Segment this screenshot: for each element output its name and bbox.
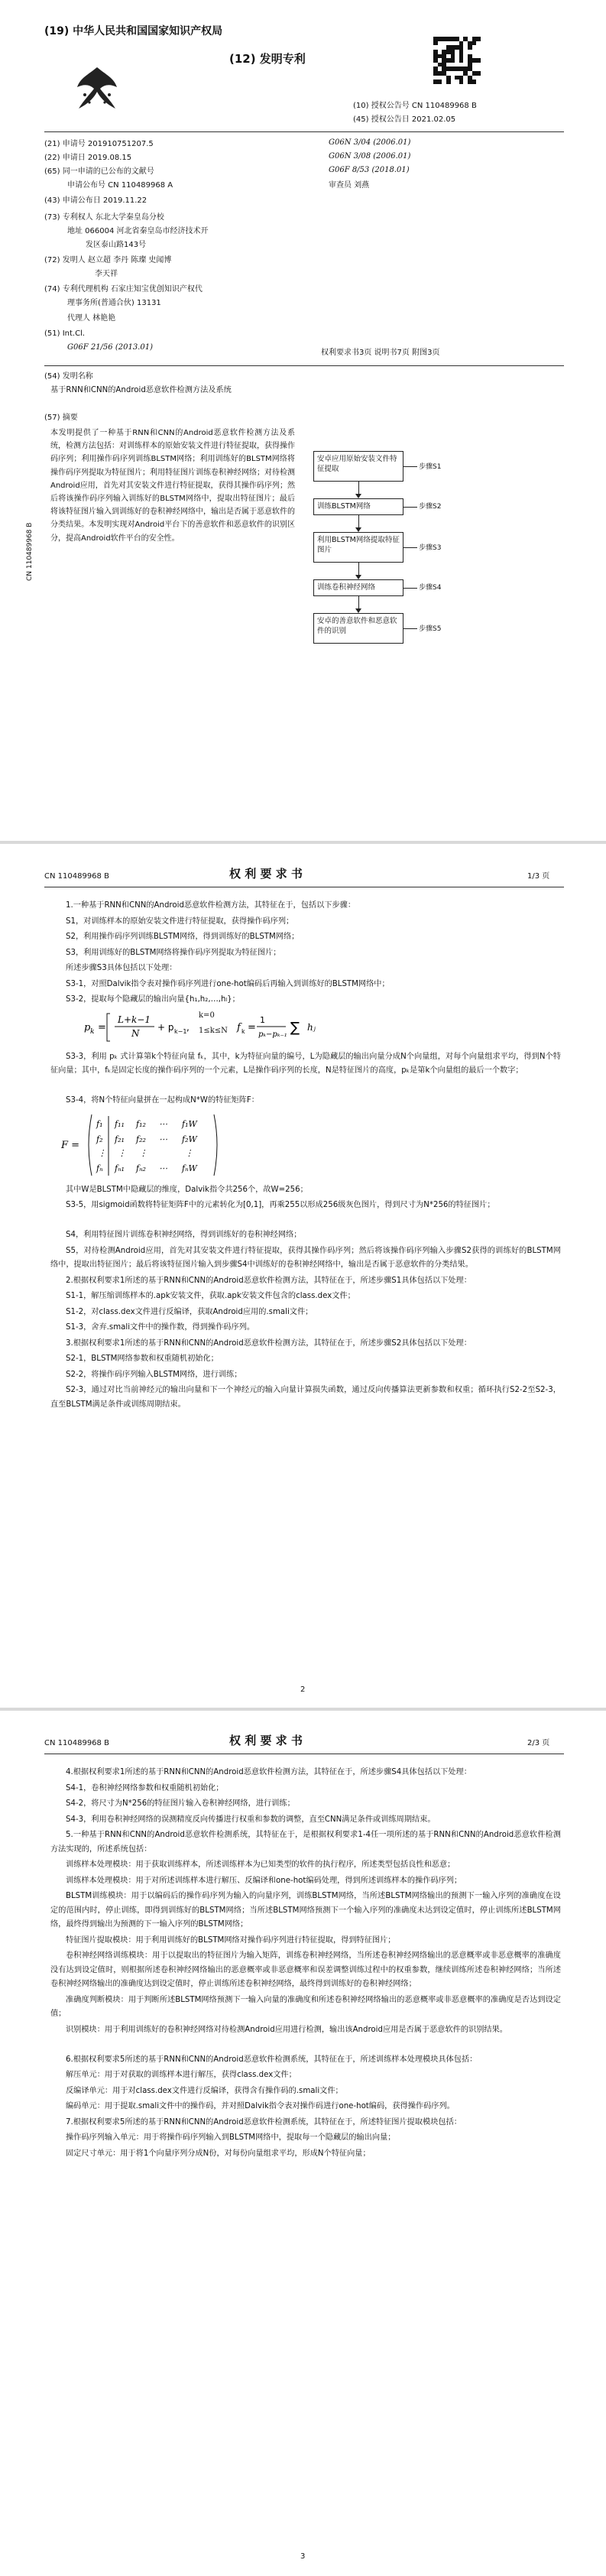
claim-paragraph: S2-2，将操作码序列输入BLSTM网络，进行训练； [66, 1370, 242, 1379]
claim-paragraph: S4，利用特征图片训练卷积神经网络，得到训练好的卷积神经网络； [66, 1231, 302, 1239]
flow-step-label: 步骤S1 [419, 463, 442, 471]
header-doc-number: CN 110489968 B [44, 872, 109, 881]
claim-paragraph: 卷积神经网络训练模块：用于以提取出的特征图片为输入矩阵，训练卷积神经网络，当所述卷积神经网络输出的恶意概率或非恶意概率的准确度没有达到设定值时，则根据所述卷积神经网络输出的恶意概率或非恶意概率和误差调整训练过程中的权重参数，继续训练所述卷积神经网络；当所述卷积神经网络输出的准确度达到设定值时，停止训练所述卷积神经网络，最终得到训练好的卷积神经网络； [50, 1951, 561, 1988]
claim-paragraph: S1-3，舍弃.smali文件中的操作数，得到操作码序列。 [66, 1323, 255, 1332]
svg-text:=: = [248, 1021, 256, 1033]
connector [403, 628, 417, 629]
claim-paragraph: 5.一种基于RNN和CNN的Android恶意软件检测系统，其特征在于，是根据权利要求1-4任一项所述的基于RNN和CNN的Android恶意软件检测方法实现的，所述系统包括： [50, 1831, 561, 1854]
claim-paragraph: S1-2，对class.dex文件进行反编译，获取Android应用的.smali文件； [66, 1307, 313, 1316]
claim-paragraph: S3-3，利用 pₖ 式计算第k个特征向量 fₖ，其中，k为特征向量的编号，L为隐藏层的输出向量分成N个向量组，对每个向量组求平均，得到N个特征向量；其中，fₖ是固定长度的操作码序列的一个元素，L是操作码序列的长度，N是特征图片的高度，pₖ是第k个向量组的最后一个数字； [50, 1052, 561, 1075]
svg-text:k: k [241, 1027, 245, 1035]
bib-field: (51) Int.Cl. [44, 329, 86, 338]
claim-paragraph: 6.根据权利要求5所述的基于RNN和CNN的Android恶意软件检测系统，其特征在于，所述训练样本处理模块具体包括： [66, 2055, 478, 2064]
svg-text:⋯: ⋯ [159, 1134, 167, 1144]
connector [403, 588, 417, 589]
svg-text:N: N [131, 1027, 140, 1039]
divider [44, 131, 564, 132]
flow-step-box: 安卓的善意软件和恶意软件的识别 [313, 613, 403, 644]
flow-step-box: 训练卷积神经网络 [313, 579, 403, 596]
claims-page-2 [0, 1711, 606, 2576]
claim-paragraph: S3-4，将N个特征向量拼在一起构成N*W的特征矩阵F： [66, 1096, 259, 1105]
connector [403, 466, 417, 467]
svg-text:f₂W: f₂W [182, 1134, 197, 1144]
svg-text:1: 1 [260, 1014, 265, 1025]
connector [403, 547, 417, 548]
svg-text:hⱼ: hⱼ [307, 1021, 316, 1033]
bib-field: 代理人 林艳艳 [67, 314, 116, 323]
bib-field: 理事务所(普通合伙) 13131 [67, 299, 161, 307]
claims-page-1 [0, 844, 606, 1708]
claim-paragraph: 反编译单元：用于对class.dex文件进行反编译，获得含有操作码的.smali文件； [66, 2086, 343, 2095]
claim-paragraph: 其中W是BLSTM中隐藏层的维度，Dalvik指令共256个，故W=256； [66, 1185, 308, 1194]
office-name: (19) 中华人民共和国国家知识产权局 [44, 25, 223, 37]
claim-paragraph: S2-3，通过对比当前神经元的输出向量和下一个神经元的输入向量计算损失函数，通过反向传播算法更新参数和权重；循环执行S2-2至S2-3，直至BLSTM满足条件或训练周期结束。 [50, 1386, 561, 1409]
svg-text:L+k−1: L+k−1 [118, 1014, 151, 1025]
claim-paragraph: BLSTM训练模块：用于以编码后的操作码序列为输入的向量序列，训练BLSTM网络，当所述BLSTM网络输出的预测下一输入序列的准确度在设定的范围内时，停止训练，即得到训练好的BLSTM网络；当所述BLSTM网络预测下一个输入序列的准确度未达到设定值时，停止训练所述BLSTM网络，最终得到输出为预测的下一输入序列的BLSTM网络； [50, 1892, 561, 1929]
header-page: 2/3 页 [527, 1739, 550, 1747]
claim-paragraph: S2-1，BLSTM网络参数和权重随机初始化； [66, 1355, 219, 1363]
flow-step-box: 安卓应用原始安装文件特征提取 [313, 451, 403, 482]
svg-text:fₙ: fₙ [96, 1163, 103, 1173]
connector [403, 507, 417, 508]
claim-paragraph: 准确度判断模块：用于判断所述BLSTM网络预测下一输入向量的准确度和所述卷积神经网络输出的恶意概率或非恶意概率的准确度是否达到设定值； [50, 1995, 561, 2018]
svg-text:f₁: f₁ [96, 1118, 103, 1129]
header-title: 权 利 要 求 书 [229, 1734, 303, 1747]
claim-paragraph: 2.根据权利要求1所述的基于RNN和CNN的Android恶意软件检测方法，其特征在于，所述步骤S1具体包括以下处理： [66, 1276, 472, 1285]
svg-text:F =: F = [61, 1139, 80, 1151]
claim-paragraph: 固定尺寸单元：用于将1个向量序列分成N份，对每份向量组求平均，形成N个特征向量； [66, 2149, 371, 2158]
claim-paragraph: 7.根据权利要求5所述的基于RNN和CNN的Android恶意软件检测系统，其特征在于，所述特征图片提取模块包括： [66, 2117, 462, 2127]
svg-text:fₙW: fₙW [182, 1163, 197, 1173]
claim-paragraph: 编码单元：用于提取.smali文件中的操作码，并对照Dalvik指令表对操作码进行one-hot编码，获得操作码序列。 [66, 2102, 455, 2110]
claim-paragraph: 操作码序列输入单元：用于将操作码序列输入到BLSTM网络中，提取每一个隐藏层的输出向量； [66, 2133, 396, 2142]
svg-text:p: p [84, 1021, 91, 1033]
header-title: 权 利 要 求 书 [229, 867, 303, 881]
examiner: 审查员 刘燕 [329, 181, 370, 190]
claim-paragraph: S4-3，利用卷积神经网络的误测精度反向传播进行权重和参数的调整，直至CNN满足条件或训练周期结束。 [66, 1815, 436, 1824]
bib-field: (74) 专利代理机构 石家庄知宝优创知识产权代 [44, 285, 203, 294]
svg-text:pₖ−pₖ₋₁: pₖ−pₖ₋₁ [258, 1030, 287, 1039]
bib-field: 地址 066004 河北省秦皇岛市经济技术开 [67, 227, 209, 235]
formula-condition: k=0 [199, 1011, 215, 1020]
flow-step-label: 步骤S4 [419, 584, 442, 592]
qr-code [433, 37, 481, 84]
patent-type: (12) 发明专利 [229, 52, 306, 66]
claim-paragraph: 1.一种基于RNN和CNN的Android恶意软件检测方法，其特征在于，包括以下步骤： [66, 901, 356, 910]
feature-matrix [61, 1110, 229, 1180]
formula-pk [84, 1009, 512, 1046]
claim-paragraph: 特征图片提取模块：用于利用训练好的BLSTM网络对操作码序列进行特征提取，得到特征图片； [66, 1935, 396, 1945]
abstract-label: (57) 摘要 [44, 414, 78, 422]
svg-text:f₂₁: f₂₁ [115, 1134, 125, 1144]
emblem-logo [73, 64, 122, 113]
bib-field: (22) 申请日 2019.08.15 [44, 154, 132, 162]
svg-text:f: f [237, 1021, 241, 1033]
svg-text:,: , [186, 1021, 190, 1033]
svg-text:f₁₂: f₁₂ [136, 1118, 146, 1129]
claim-paragraph: 训练样本处理模块：用于对所述训练样本进行解压、反编译和one-hot编码处理，得到所述训练样本的操作码序列； [66, 1876, 462, 1885]
claim-paragraph: S3-2，提取每个隐藏层的输出向量{h₁,h₂,…,hₗ}； [66, 995, 240, 1004]
svg-text:f₁W: f₁W [182, 1118, 197, 1129]
svg-text:f₁₁: f₁₁ [115, 1118, 125, 1129]
claim-paragraph: 识别模块：用于利用训练好的卷积神经网络对待检测Android应用进行检测，输出该Android应用是否属于恶意软件的识别结果。 [66, 2025, 507, 2034]
page-counts: 权利要求书3页 说明书7页 附图3页 [321, 349, 440, 357]
flow-step-label: 步骤S2 [419, 503, 442, 511]
flow-step-label: 步骤S5 [419, 625, 442, 633]
flow-step-box: 利用BLSTM网络提取特征图片 [313, 532, 403, 563]
bib-field: 发区泰山路143号 [86, 241, 147, 249]
svg-text:fₙ₁: fₙ₁ [115, 1163, 125, 1173]
page-number: 2 [300, 1685, 306, 1694]
title-label: (54) 发明名称 [44, 372, 93, 381]
svg-text:⋮: ⋮ [139, 1147, 147, 1158]
svg-text:fₙ₂: fₙ₂ [136, 1163, 146, 1173]
ipc-code: G06N 3/08 (2006.01) [329, 152, 411, 161]
divider [44, 365, 564, 366]
bib-field: (72) 发明人 赵立超 李丹 陈璨 史闻博 [44, 256, 172, 264]
bib-field: 申请公布号 CN 110489968 A [67, 181, 173, 190]
claim-paragraph: S4-1，卷积神经网络参数和权重随机初始化； [66, 1783, 224, 1792]
pub-number: (10) 授权公告号 CN 110489968 B [353, 102, 477, 110]
header-page: 1/3 页 [527, 872, 550, 881]
front-page [0, 0, 606, 841]
bib-field: (65) 同一申请的已公布的文献号 [44, 167, 154, 176]
ipc-code: G06N 3/04 (2006.01) [329, 138, 411, 147]
bib-field: (73) 专利权人 东北大学秦皇岛分校 [44, 213, 164, 222]
claim-paragraph: S3-5，用sigmoid函数将特征矩阵F中的元素转化为[0,1]，再乘255以形成256级灰色图片，得到尺寸为N*256的特征图片； [66, 1201, 495, 1209]
header-doc-number: CN 110489968 B [44, 1739, 109, 1747]
pub-date: (45) 授权公告日 2021.02.05 [353, 115, 456, 124]
claim-paragraph: S1-1，解压缩训练样本的.apk安装文件，获取.apk安装文件包含的class.dex文件； [66, 1292, 355, 1300]
svg-text:f₂₂: f₂₂ [136, 1134, 146, 1144]
svg-text:+ p: + p [157, 1021, 174, 1033]
svg-text:⋯: ⋯ [159, 1163, 167, 1173]
claim-paragraph: 3.根据权利要求1所述的基于RNN和CNN的Android恶意软件检测方法，其特征在于，所述步骤S2具体包括以下处理： [66, 1338, 472, 1348]
claim-paragraph: S2，利用操作码序列训练BLSTM网络，得到训练好的BLSTM网络； [66, 933, 300, 941]
claim-paragraph: S5，对待检测Android应用，首先对其安装文件进行特征提取，获得其操作码序列；然后将该操作码序列输入步骤S2获得的训练好的BLSTM网络中，提取出特征图片；最后将该特征图片输入到步骤S4中训练好的卷积神经网络中，输出是否属于恶意软件的分类结果。 [50, 1246, 561, 1269]
abstract-text: 本发明提供了一种基于RNN和CNN的Android恶意软件检测方法及系统，检测方法包括：对训练样本的原始安装文件进行特征提取，获得操作码序列；利用操作码序列训练BLSTM网络；利用训练好的BLSTM网络将操作码序列提取为特征图片；利用特征图片训练卷积神经网络；对待检测Android应用，首先对其安装文件进行特征提取，获得其操作码序列；然后将该操作码序列输入训练好的BLSTM网络中，提取出特征图片；最后将该特征图片输入到训练好的卷积神经网络中，输出是否属于恶意软件的分类结果。本发明实现对Android平台下的善意软件和恶意软件的识别区分，提高Android软件平台的安全性。 [50, 429, 295, 543]
claim-paragraph: 训练样本处理模块：用于获取训练样本，所述训练样本为已知类型的软件的执行程序，所述类型包括良性和恶意； [66, 1861, 455, 1869]
claim-paragraph: S3，利用训练好的BLSTM网络将操作码序列提取为特征图片； [66, 948, 281, 957]
claim-paragraph: 4.根据权利要求1所述的基于RNN和CNN的Android恶意软件检测方法，其特征在于，所述步骤S4具体包括以下处理： [66, 1768, 472, 1776]
flow-step-box: 训练BLSTM网络 [313, 498, 403, 515]
page-number: 3 [300, 2552, 306, 2561]
ipc-code: G06F 8/53 (2018.01) [329, 166, 410, 174]
bib-field: G06F 21/56 (2013.01) [67, 343, 153, 352]
svg-text:k: k [90, 1027, 95, 1036]
claim-paragraph: 所述步骤S3具体包括以下处理： [66, 964, 177, 972]
svg-text:⋮: ⋮ [185, 1147, 193, 1158]
svg-text:⋯: ⋯ [159, 1118, 167, 1129]
svg-text:∑: ∑ [290, 1019, 300, 1036]
claim-paragraph: S1，对训练样本的原始安装文件进行特征提取，获得操作码序列； [66, 917, 294, 926]
bib-field: 李天祥 [95, 270, 118, 278]
svg-text:⋮: ⋮ [118, 1147, 126, 1158]
invention-title: 基于RNN和CNN的Android恶意软件检测方法及系统 [50, 386, 232, 394]
claim-paragraph: S3-1，对照Dalvik指令表对操作码序列进行one-hot编码后再输入到训练好的BLSTM网络中； [66, 979, 390, 988]
formula-condition: 1≤k≤N [199, 1026, 228, 1035]
flow-step-label: 步骤S3 [419, 544, 442, 552]
svg-text:⋮: ⋮ [98, 1147, 106, 1158]
svg-text:=: = [98, 1021, 106, 1033]
claim-paragraph: 解压单元：用于对获取的训练样本进行解压，获得class.dex文件； [66, 2071, 297, 2079]
bib-field: (43) 申请公布日 2019.11.22 [44, 196, 147, 205]
side-code: CN 110489968 B [26, 522, 34, 581]
claim-paragraph: S4-2，将尺寸为N*256的特征图片输入卷积神经网络，进行训练； [66, 1799, 295, 1808]
svg-text:k−1: k−1 [174, 1027, 187, 1035]
bib-field: (21) 申请号 201910751207.5 [44, 140, 154, 148]
svg-text:f₂: f₂ [96, 1134, 103, 1144]
